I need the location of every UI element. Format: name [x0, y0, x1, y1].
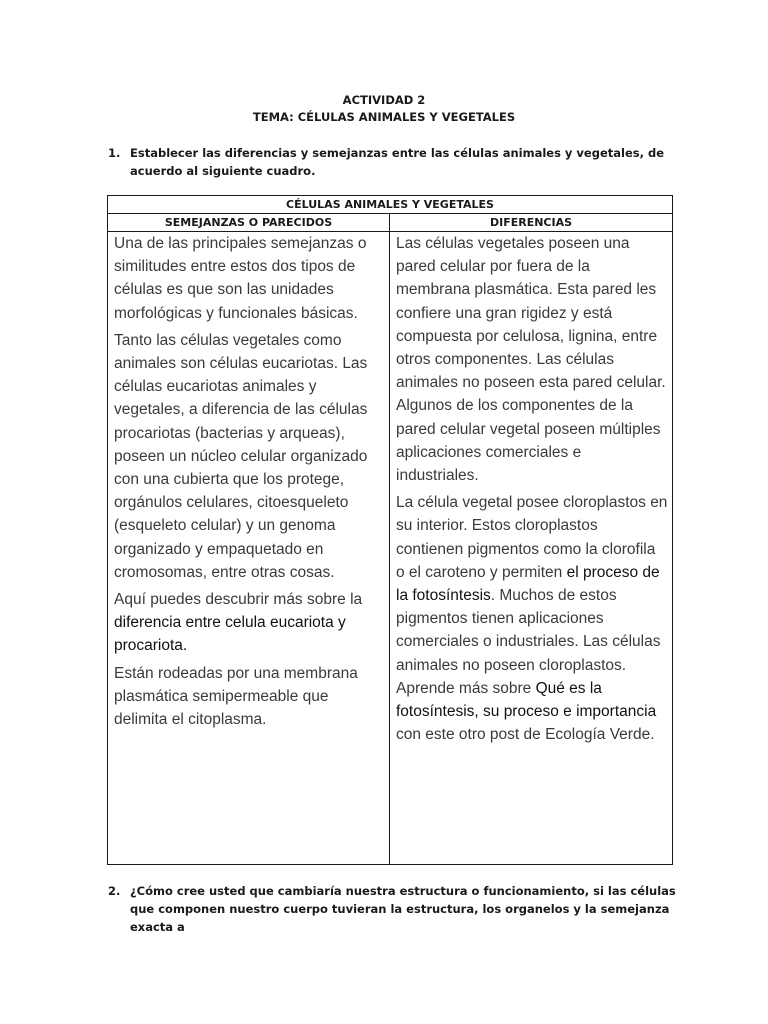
question-1-number: 1. [108, 146, 121, 160]
eukaryote-prokaryote-link[interactable]: diferencia entre celula eucariota y procariota. [114, 614, 346, 655]
activity-title: ACTIVIDAD 2 [342, 93, 426, 107]
question-2-text: ¿Cómo cree usted que cambiaría nuestra estructura o funcionamiento, si las células que componen nuestro cuerpo tuvieran la estructura, los organelos y la semejanza exacta a [130, 884, 676, 934]
differences-paragraph-2-text-2: . Muchos de estos pigmentos tienen aplicaciones comerciales o industriales. Las células animales no poseen cloroplastos. Aprende más sobre [396, 587, 661, 697]
activity-subtitle: TEMA: CÉLULAS ANIMALES Y VEGETALES [252, 110, 516, 124]
similarities-paragraph-1: Una de las principales semejanzas o similitudes entre estos dos tipos de células es que son las unidades morfológicas y funcionales básicas. [114, 235, 367, 322]
question-2 [108, 882, 690, 936]
differences-cell [390, 232, 673, 865]
question-2-number: 2. [108, 884, 121, 898]
differences-paragraph-2-text-3: con este otro post de Ecología Verde. [396, 726, 655, 744]
differences-paragraph-2-text: La célula vegetal posee cloroplastos en su interior. Estos cloroplastos contienen pigmentos como la clorofila o el caroteno y permiten [396, 494, 668, 581]
differences-paragraph-2 [396, 491, 668, 746]
similarities-paragraph-4: Están rodeadas por una membrana plasmática semipermeable que delimita el citoplasma. [114, 664, 358, 729]
similarities-paragraph-2: Tanto las células vegetales como animales son células eucariotas. Las células eucariotas animales y vegetales, a diferencia de las células procariotas (bacterias y arqueas), poseen un núcleo celular organizado con una cubierta que los protege, orgánulos celulares, citoesqueleto (esqueleto celular) y un genoma organizado y empaquetado en cromosomas, entre otras cosas. [114, 331, 368, 581]
what-is-photosynthesis-link[interactable]: Qué es la fotosíntesis, su proceso e importancia [396, 679, 657, 721]
comparison-table [107, 195, 673, 865]
column-header-differences: DIFERENCIAS [390, 214, 673, 232]
differences-paragraph-1: Las células vegetales poseen una pared celular por fuera de la membrana plasmática. Esta pared les confiere una gran rigidez y está compuesta por celulosa, lignina, entre otros componentes. Las células animales no poseen esta pared celular. Algunos de los componentes de la pared celular vegetal poseen múltiples aplicaciones comerciales e industriales. [396, 235, 666, 485]
question-1-text: Establecer las diferencias y semejanzas entre las células animales y vegetales, de acuerdo al siguiente cuadro. [130, 146, 664, 178]
similarities-paragraph-3-text: Aquí puedes descubrir más sobre la [114, 591, 363, 609]
similarities-cell [108, 232, 390, 865]
similarities-paragraph-3 [114, 588, 385, 658]
question-1 [108, 144, 690, 180]
photosynthesis-process-link[interactable]: el proceso de la fotosíntesis [396, 563, 660, 605]
column-header-similarities: SEMEJANZAS O PARECIDOS [108, 214, 390, 232]
table-title: CÉLULAS ANIMALES Y VEGETALES [108, 196, 673, 214]
